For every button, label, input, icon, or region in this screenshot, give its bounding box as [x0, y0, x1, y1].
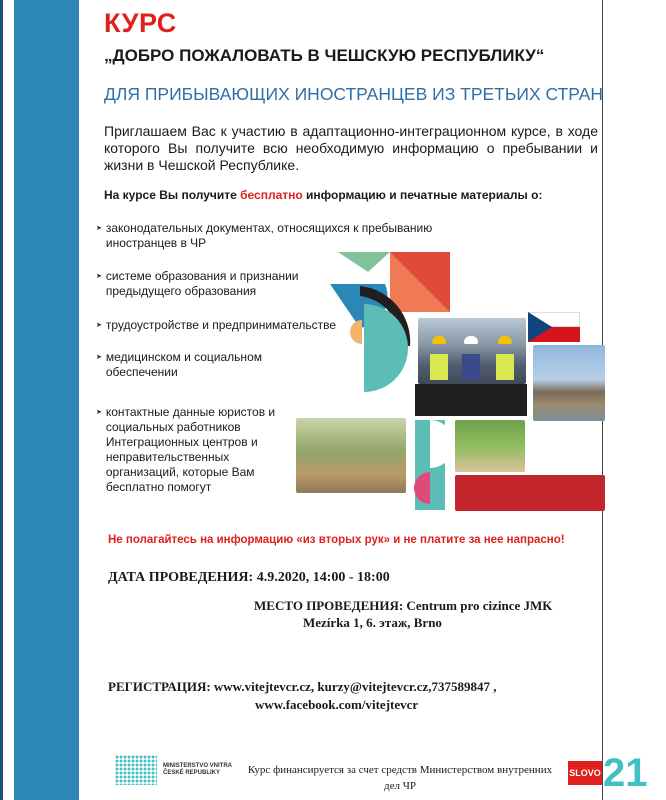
facebook-link[interactable]: www.facebook.com/vitejtevcr	[255, 697, 419, 712]
slovo21-logo	[568, 753, 648, 793]
orange-half-circle-shape	[350, 320, 362, 344]
red-block-shape	[455, 475, 605, 511]
target-audience: ДЛЯ ПРИБЫВАЮЩИХ ИНОСТРАНЦЕВ ИЗ ТРЕТЬИХ СТРАН	[104, 84, 604, 104]
event-date: ДАТА ПРОВЕДЕНИЯ: 4.9.2020, 14:00 - 18:00	[108, 570, 390, 585]
helmet-shape	[498, 336, 512, 344]
helmet-shape	[464, 336, 478, 344]
cyclists-photo	[296, 418, 406, 493]
slovo-number: 21	[603, 751, 648, 795]
bullet-arrow-icon: ➤	[96, 225, 102, 232]
list-item	[96, 350, 286, 380]
helmet-shape	[432, 336, 446, 344]
czech-flag-icon	[528, 312, 580, 342]
list-item-text: медицинском и социальном обеспечении	[105, 350, 262, 379]
left-decorative-bar	[14, 0, 79, 800]
benefits-lead	[104, 188, 542, 202]
event-address: Mezírka 1, 6. этаж, Brno	[303, 615, 442, 630]
bullet-arrow-icon: ➤	[96, 409, 102, 416]
vest-shape	[462, 354, 480, 380]
ministry-logo	[115, 755, 232, 785]
green-triangle-shape	[338, 252, 390, 272]
list-item-text: законодательных документах, относящихся к пребыванию иностранцев в ЧР	[105, 221, 433, 250]
registration-contacts: РЕГИСТРАЦИЯ: www.vitejtevcr.cz, kurzy@vitejtevcr.cz,737589847 ,	[108, 679, 497, 694]
white-half-circle-shape	[430, 420, 454, 468]
list-item	[96, 405, 276, 495]
list-item-text: системе образования и признании предыдущего образования	[105, 269, 299, 298]
ministry-dots-icon	[115, 755, 157, 785]
prague-photo	[533, 345, 605, 421]
warning-text: Не полагайтесь на информацию «из вторых рук» и не платите за нее напрасно!	[108, 534, 565, 546]
dark-block-shape	[415, 384, 527, 416]
list-item-text: трудоустройстве и предпринимательстве	[105, 318, 336, 332]
photo-collage	[290, 250, 610, 520]
ministry-line1: MINISTERSTVO VNITRA	[163, 763, 233, 769]
course-name: „ДОБРО ПОЖАЛОВАТЬ В ЧЕШСКУЮ РЕСПУБЛИКУ“	[104, 46, 545, 65]
course-title: КУРС	[104, 8, 177, 38]
lead-after: информацию и печатные материалы о:	[302, 188, 543, 202]
intro-paragraph: Приглашаем Вас к участию в адаптационно-интеграционном курсе, в ходе которого Вы получите всю необходимую информацию о пребывании и жизни в Чешской Республике.	[104, 123, 598, 173]
vest-shape	[496, 354, 514, 380]
lead-highlight: бесплатно	[240, 188, 303, 202]
list-item	[96, 221, 476, 251]
bullet-arrow-icon: ➤	[96, 354, 102, 361]
funding-note: Курс финансируется за счет средств Министерством внутренних дел ЧР	[247, 764, 553, 792]
list-item-text: контактные данные юристов и социальных работников Интеграционных центров и неправительственных организаций, которые Вам бесплатно помогут	[105, 405, 276, 494]
ministry-line2: ČESKÉ REPUBLIKY	[163, 770, 221, 776]
bullet-arrow-icon: ➤	[96, 322, 102, 329]
slovo-label: SLOVO	[568, 761, 602, 785]
ministry-name	[163, 763, 232, 777]
event-place: МЕСТО ПРОВЕДЕНИЯ: Centrum pro cizince JMK	[254, 598, 553, 613]
left-edge-line	[0, 0, 3, 800]
family-photo	[455, 420, 525, 472]
vest-shape	[430, 354, 448, 380]
workers-photo	[418, 318, 526, 384]
bullet-arrow-icon: ➤	[96, 273, 102, 280]
lead-before: На курсе Вы получите	[104, 188, 241, 202]
